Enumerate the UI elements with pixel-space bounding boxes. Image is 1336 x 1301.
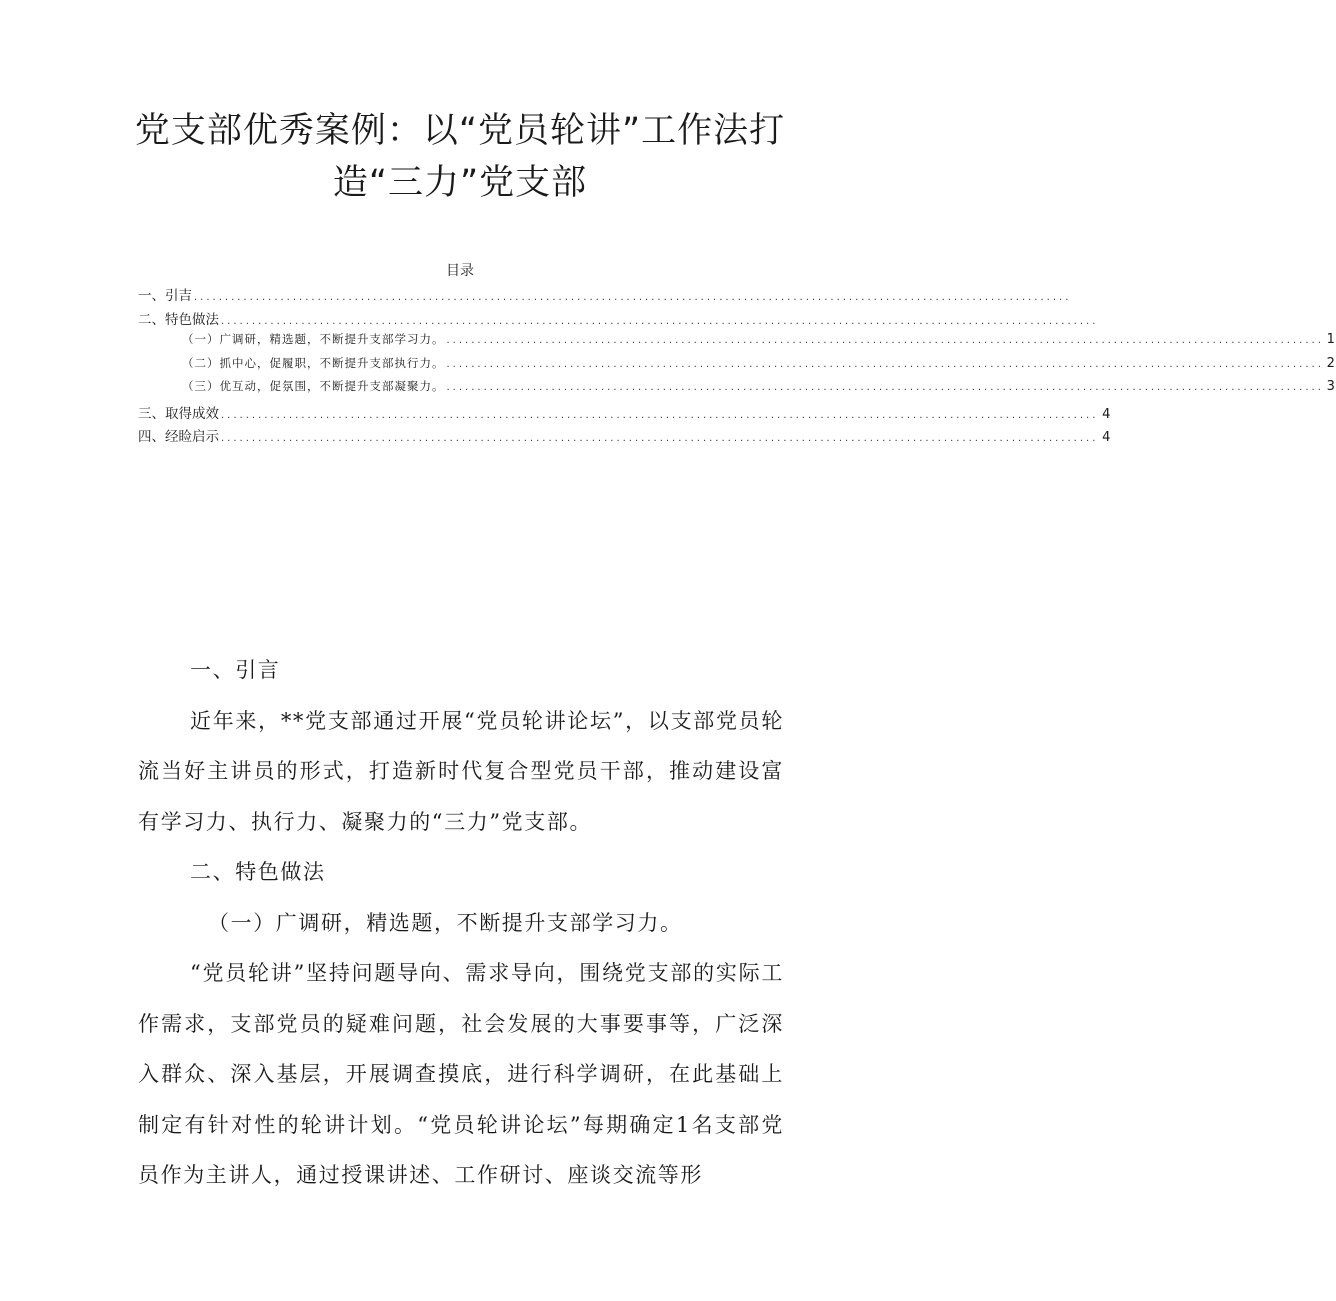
toc-leader-dots: .............................................................................................................................................. xyxy=(446,335,1324,346)
toc-leader-dots: .............................................................................................................................................. xyxy=(221,315,1099,327)
toc-leader-dots: .............................................................................................................................................. xyxy=(194,292,1072,303)
toc-entry-label: 四、经睑启示 xyxy=(138,429,219,445)
document-title: 党支部优秀案例：以“党员轮讲”工作法打造“三力”党支部 xyxy=(134,111,786,203)
document-body xyxy=(138,645,784,1201)
toc-entry[interactable] xyxy=(138,284,1072,308)
toc-entry-label: （一）广调研，精选题，不断提升支部学习力。 xyxy=(182,332,445,346)
toc-heading: 目录 xyxy=(446,263,474,279)
toc-leader-dots: .............................................................................................................................................. xyxy=(221,433,1099,444)
toc-entry-label: 二、特色做法 xyxy=(138,311,219,328)
toc-leader-dots: .............................................................................................................................................. xyxy=(221,409,1099,421)
toc-entry[interactable] xyxy=(138,308,1099,332)
toc-entry[interactable] xyxy=(138,378,1336,402)
toc-entry-label: 一、引吉 xyxy=(138,288,192,304)
intro-paragraph: 近年来，**党支部通过开展“党员轮讲论坛”，以支部党员轮流当好主讲员的形式，打造新时代复合型党员干部，推动建设富有学习力、执行力、凝聚力的“三力”党支部。 xyxy=(138,708,784,834)
toc-entry-page: 2 xyxy=(1326,355,1336,371)
toc-entry[interactable] xyxy=(138,331,1336,355)
section-heading-intro: 一、引言 xyxy=(190,658,281,682)
toc-entry[interactable] xyxy=(138,355,1336,379)
research-paragraph: “党员轮讲”坚持问题导向、需求导向，围绕党支部的实际工作需求，支部党员的疑难问题，社会发展的大事要事等，广泛深入群众、深入基层，开展调查摸底，进行科学调研，在此基础上制定有针对性的轮讲计划。“党员轮讲论坛”每期确定1名支部党员作为主讲人，通过授课讲述、工作研讨、座谈交流等形 xyxy=(138,961,784,1187)
toc-entry-page: 3 xyxy=(1326,379,1336,394)
toc-entry-label: （二）抓中心，促履职，不断提升支部执行力。 xyxy=(182,355,445,370)
toc-leader-dots: .............................................................................................................................................. xyxy=(446,358,1324,370)
sub-heading-research: （一）广调研，精选题，不断提升支部学习力。 xyxy=(208,910,683,935)
toc-leader-dots: .............................................................................................................................................. xyxy=(446,382,1324,393)
toc-entry[interactable] xyxy=(138,402,1111,426)
toc-entry-page: 4 xyxy=(1102,406,1111,422)
toc-entry-label: 三、取得成效 xyxy=(138,405,219,422)
toc-entry[interactable] xyxy=(138,425,1111,449)
table-of-contents xyxy=(138,284,1336,449)
toc-entry-label: （三）优互动，促氛围，不断提升支部凝聚力。 xyxy=(182,379,445,393)
toc-entry-page: 4 xyxy=(1102,430,1111,445)
section-heading-practice: 二、特色做法 xyxy=(190,860,326,884)
toc-entry-page: 1 xyxy=(1326,332,1336,347)
